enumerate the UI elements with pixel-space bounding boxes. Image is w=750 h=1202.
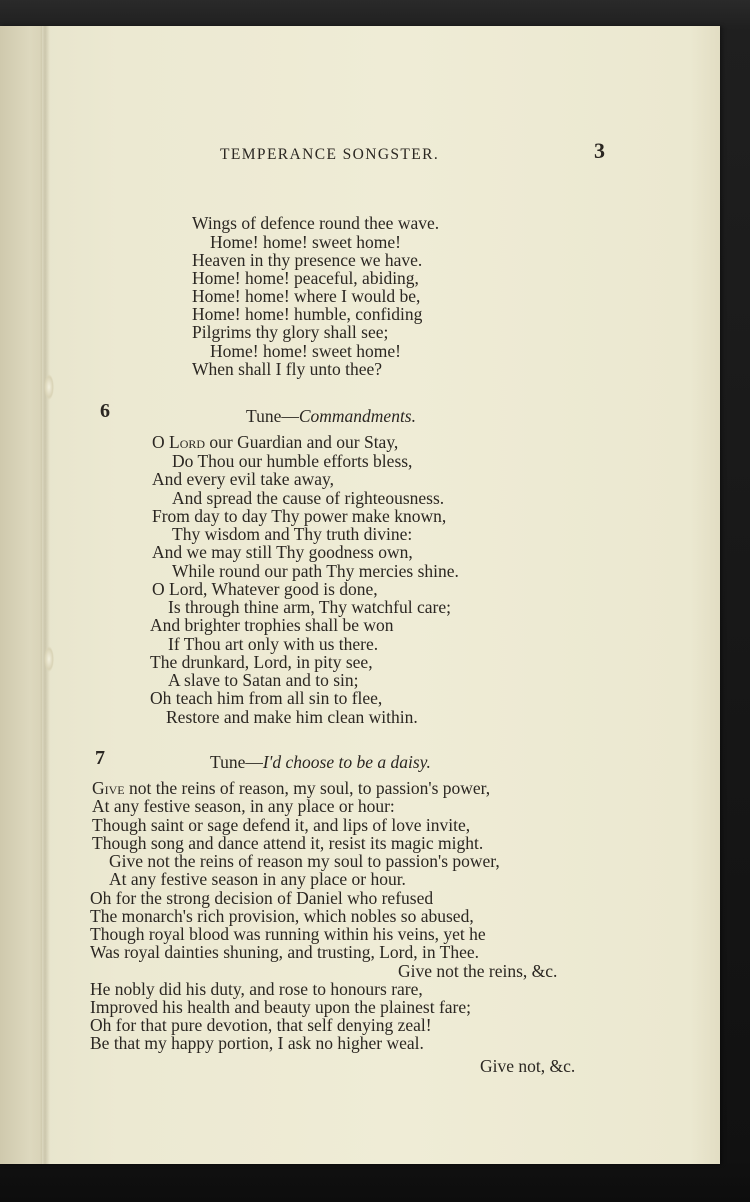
refrain-cue: Give not the reins, &c. — [398, 961, 558, 981]
first-line-rest: not the reins of reason, my soul, to passion's power, — [124, 778, 491, 798]
drop-word: O Lord — [152, 432, 206, 452]
stitch-hole-lower — [44, 646, 54, 672]
song-line: While round our path Thy mercies shine. — [172, 561, 459, 581]
refrain-cue: Give not, &c. — [480, 1056, 576, 1076]
verse-line: Home! home! peaceful, abiding, — [192, 268, 419, 288]
song-line: At any festive season in any place or hour. — [109, 869, 406, 889]
song-line: Was royal dainties shuning, and trusting, Lord, in Thee. — [90, 942, 480, 962]
verse-line: Home! home! humble, confiding — [192, 304, 423, 324]
song-line: At any festive season, in any place or hour: — [92, 796, 395, 816]
song-line: Though royal blood was running within his veins, yet he — [90, 924, 486, 944]
song-line: Though saint or sage defend it, and lips of love invite, — [92, 815, 471, 835]
song-line: If Thou art only with us there. — [168, 634, 379, 654]
stitch-hole-upper — [44, 374, 54, 400]
song-line: Though song and dance attend it, resist its magic might. — [92, 833, 484, 853]
tune-heading — [210, 753, 431, 771]
song-number: 7 — [95, 747, 105, 769]
song-line: Thy wisdom and Thy truth divine: — [172, 524, 413, 544]
song-line: From day to day Thy power make known, — [152, 506, 447, 526]
song-number: 6 — [100, 400, 110, 422]
song-first-line — [92, 779, 490, 797]
song-line: Oh for that pure devotion, that self denying zeal! — [90, 1015, 432, 1035]
running-title: TEMPERANCE SONGSTER. — [220, 146, 440, 163]
verse-line: Home! home! sweet home! — [210, 232, 401, 252]
song-line: And spread the cause of righteousness. — [172, 488, 445, 508]
song-line: Oh teach him from all sin to flee, — [150, 688, 383, 708]
song-line: A slave to Satan and to sin; — [168, 670, 359, 690]
verse-line: Home! home! where I would be, — [192, 286, 421, 306]
song-line: O Lord, Whatever good is done, — [152, 579, 378, 599]
verse-line: Pilgrims thy glory shall see; — [192, 322, 389, 342]
drop-word: Give — [92, 778, 125, 798]
tune-prefix: Tune— — [210, 752, 263, 772]
song-line: Give not the reins of reason my soul to passion's power, — [109, 851, 500, 871]
song-line: And brighter trophies shall be won — [150, 615, 394, 635]
previous-page-edge — [0, 26, 42, 1164]
verse-line: Heaven in thy presence we have. — [192, 250, 423, 270]
tune-name: Commandments. — [298, 406, 416, 426]
tune-heading — [246, 407, 416, 425]
page-number: 3 — [594, 138, 605, 163]
song-line: The drunkard, Lord, in pity see, — [150, 652, 373, 672]
song-line: Oh for the strong decision of Daniel who refused — [90, 888, 434, 908]
song-line: Restore and make him clean within. — [166, 707, 418, 727]
tune-name: I'd choose to be a daisy. — [262, 752, 431, 772]
tune-prefix: Tune— — [246, 406, 299, 426]
verse-line: Wings of defence round thee wave. — [192, 213, 440, 233]
song-first-line — [152, 433, 398, 451]
first-line-rest: our Guardian and our Stay, — [205, 432, 399, 452]
verse-line: When shall I fly unto thee? — [192, 359, 383, 379]
song-line: Do Thou our humble efforts bless, — [172, 451, 413, 471]
song-line: Is through thine arm, Thy watchful care; — [168, 597, 451, 617]
song-line: And every evil take away, — [152, 469, 335, 489]
song-line: And we may still Thy goodness own, — [152, 542, 413, 562]
verse-line: Home! home! sweet home! — [210, 341, 401, 361]
song-line: The monarch's rich provision, which nobles so abused, — [90, 906, 474, 926]
song-line: Be that my happy portion, I ask no higher weal. — [90, 1033, 424, 1053]
song-line: He nobly did his duty, and rose to honours rare, — [90, 979, 423, 999]
page-gutter — [40, 26, 50, 1164]
song-line: Improved his health and beauty upon the plainest fare; — [90, 997, 471, 1017]
